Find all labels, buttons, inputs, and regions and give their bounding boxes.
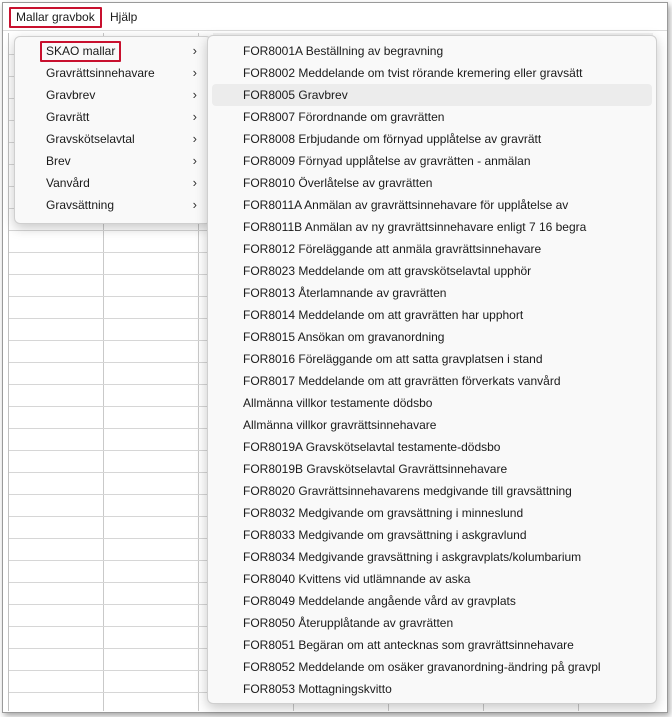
submenu-item-label: FOR8013 Återlamnande av gravrätten bbox=[243, 286, 447, 300]
submenu-item-label: FOR8001A Beställning av begravning bbox=[243, 44, 444, 58]
menu-item-label: Gravrätt bbox=[46, 110, 90, 124]
submenu-item-label: FOR8010 Överlåtelse av gravrätten bbox=[243, 176, 433, 190]
submenu-item[interactable] bbox=[212, 370, 652, 392]
submenu-item[interactable] bbox=[212, 656, 652, 678]
menubar bbox=[3, 3, 667, 31]
submenu-item-label: FOR8032 Medgivande om gravsättning i minneslund bbox=[243, 506, 524, 520]
submenu-item-label: FOR8015 Ansökan om gravanordning bbox=[243, 330, 445, 344]
submenu-item-label: FOR8011A Anmälan av gravrättsinnehavare för upplåtelse av bbox=[243, 198, 569, 212]
submenu-item[interactable] bbox=[212, 326, 652, 348]
submenu-item-label: FOR8005 Gravbrev bbox=[243, 88, 348, 102]
submenu-item[interactable] bbox=[212, 172, 652, 194]
submenu-item-label: Allmänna villkor gravrättsinnehavare bbox=[243, 418, 437, 432]
submenu-item[interactable] bbox=[212, 392, 652, 414]
menu-item-label: Gravskötselavtal bbox=[46, 132, 135, 146]
menu-item-skao-mallar[interactable] bbox=[19, 40, 207, 62]
submenu-item-label: FOR8014 Meddelande om att gravrätten har upphort bbox=[243, 308, 524, 322]
chevron-right-icon: › bbox=[192, 109, 197, 124]
submenu-item[interactable] bbox=[212, 40, 652, 62]
submenu-item-label: FOR8040 Kvittens vid utlämnande av aska bbox=[243, 572, 471, 586]
submenu-item[interactable] bbox=[212, 546, 652, 568]
submenu-item-label: FOR8016 Föreläggande om att satta gravplatsen i stand bbox=[243, 352, 543, 366]
submenu-item[interactable] bbox=[212, 502, 652, 524]
submenu-item-label: FOR8049 Meddelande angående vård av gravplats bbox=[243, 594, 516, 608]
submenu-item[interactable] bbox=[212, 128, 652, 150]
submenu-item-label: FOR8017 Meddelande om att gravrätten förverkats vanvård bbox=[243, 374, 561, 388]
submenu-item[interactable] bbox=[212, 436, 652, 458]
submenu-item-label: FOR8053 Mottagningskvitto bbox=[243, 682, 392, 696]
submenu-item[interactable] bbox=[212, 348, 652, 370]
submenu-item[interactable] bbox=[212, 238, 652, 260]
menu-mallar-gravbok[interactable]: Mallar gravbok bbox=[9, 7, 102, 28]
submenu-item-label: FOR8007 Förordnande om gravrätten bbox=[243, 110, 445, 124]
submenu-item[interactable] bbox=[212, 634, 652, 656]
submenu-item-label: FOR8002 Meddelande om tvist rörande kremering eller gravsätt bbox=[243, 66, 583, 80]
menu-item-gravratt[interactable] bbox=[19, 106, 207, 128]
submenu-item-label: FOR8051 Begäran om att antecknas som gravrättsinnehavare bbox=[243, 638, 574, 652]
menu-item-brev[interactable] bbox=[19, 150, 207, 172]
menu-item-vanvard[interactable] bbox=[19, 172, 207, 194]
menu-item-label: Brev bbox=[46, 154, 71, 168]
menu-item-gravsattning[interactable] bbox=[19, 194, 207, 216]
submenu-item[interactable] bbox=[212, 590, 652, 612]
submenu-item[interactable] bbox=[212, 458, 652, 480]
menu-item-label: Gravrättsinnehavare bbox=[46, 66, 155, 80]
chevron-right-icon: › bbox=[192, 153, 197, 168]
submenu-item[interactable] bbox=[212, 260, 652, 282]
submenu-item-label: FOR8034 Medgivande gravsättning i askgravplats/kolumbarium bbox=[243, 550, 582, 564]
submenu-item-label: FOR8019A Gravskötselavtal testamente-dödsbo bbox=[243, 440, 501, 454]
submenu-item[interactable] bbox=[212, 150, 652, 172]
chevron-right-icon: › bbox=[192, 175, 197, 190]
submenu-item[interactable] bbox=[212, 304, 652, 326]
submenu-item[interactable] bbox=[212, 106, 652, 128]
submenu-item-label: FOR8033 Medgivande om gravsättning i askgravlund bbox=[243, 528, 527, 542]
submenu-item-label: FOR8023 Meddelande om att gravskötselavtal upphör bbox=[243, 264, 532, 278]
submenu-item-label: FOR8020 Gravrättsinnehavarens medgivande till gravsättning bbox=[243, 484, 572, 498]
chevron-right-icon: › bbox=[192, 131, 197, 146]
submenu-item[interactable] bbox=[212, 524, 652, 546]
submenu-item[interactable] bbox=[212, 414, 652, 436]
chevron-right-icon: › bbox=[192, 87, 197, 102]
submenu-item[interactable] bbox=[212, 678, 652, 700]
submenu-item[interactable] bbox=[212, 282, 652, 304]
submenu-item-label: FOR8008 Erbjudande om förnyad upplåtelse av gravrätt bbox=[243, 132, 542, 146]
chevron-right-icon: › bbox=[192, 43, 197, 58]
submenu-item[interactable] bbox=[212, 568, 652, 590]
submenu-item[interactable] bbox=[212, 216, 652, 238]
submenu-item-label: FOR8012 Föreläggande att anmäla gravrättsinnehavare bbox=[243, 242, 542, 256]
submenu-item[interactable] bbox=[212, 480, 652, 502]
submenu-item-label: FOR8011B Anmälan av ny gravrättsinnehavare enligt 7 16 begra bbox=[243, 220, 587, 234]
menu-item-label: Gravbrev bbox=[46, 88, 96, 102]
mallar-gravbok-dropdown bbox=[14, 36, 212, 224]
menu-item-gravbrev[interactable] bbox=[19, 84, 207, 106]
menu-item-label: Vanvård bbox=[46, 176, 90, 190]
submenu-item-label: FOR8019B Gravskötselavtal Gravrättsinnehavare bbox=[243, 462, 508, 476]
menu-item-gravskotselavtal[interactable] bbox=[19, 128, 207, 150]
menu-hjalp[interactable]: Hjälp bbox=[110, 10, 138, 24]
submenu-item[interactable] bbox=[212, 612, 652, 634]
chevron-right-icon: › bbox=[192, 65, 197, 80]
menu-item-label: SKAO mallar bbox=[40, 41, 121, 62]
submenu-item-hovered[interactable] bbox=[212, 84, 652, 106]
chevron-right-icon: › bbox=[192, 197, 197, 212]
submenu-item[interactable] bbox=[212, 62, 652, 84]
submenu-item-label: FOR8050 Återupplåtande av gravrätten bbox=[243, 616, 454, 630]
menu-item-gravrattsinnehavare[interactable] bbox=[19, 62, 207, 84]
skao-mallar-submenu bbox=[207, 35, 657, 704]
submenu-item-label: FOR8052 Meddelande om osäker gravanordning-ändring på gravpl bbox=[243, 660, 601, 674]
submenu-item-label: Allmänna villkor testamente dödsbo bbox=[243, 396, 433, 410]
submenu-item-label: FOR8009 Förnyad upplåtelse av gravrätten - anmälan bbox=[243, 154, 531, 168]
menu-item-label: Gravsättning bbox=[46, 198, 115, 212]
submenu-item[interactable] bbox=[212, 194, 652, 216]
